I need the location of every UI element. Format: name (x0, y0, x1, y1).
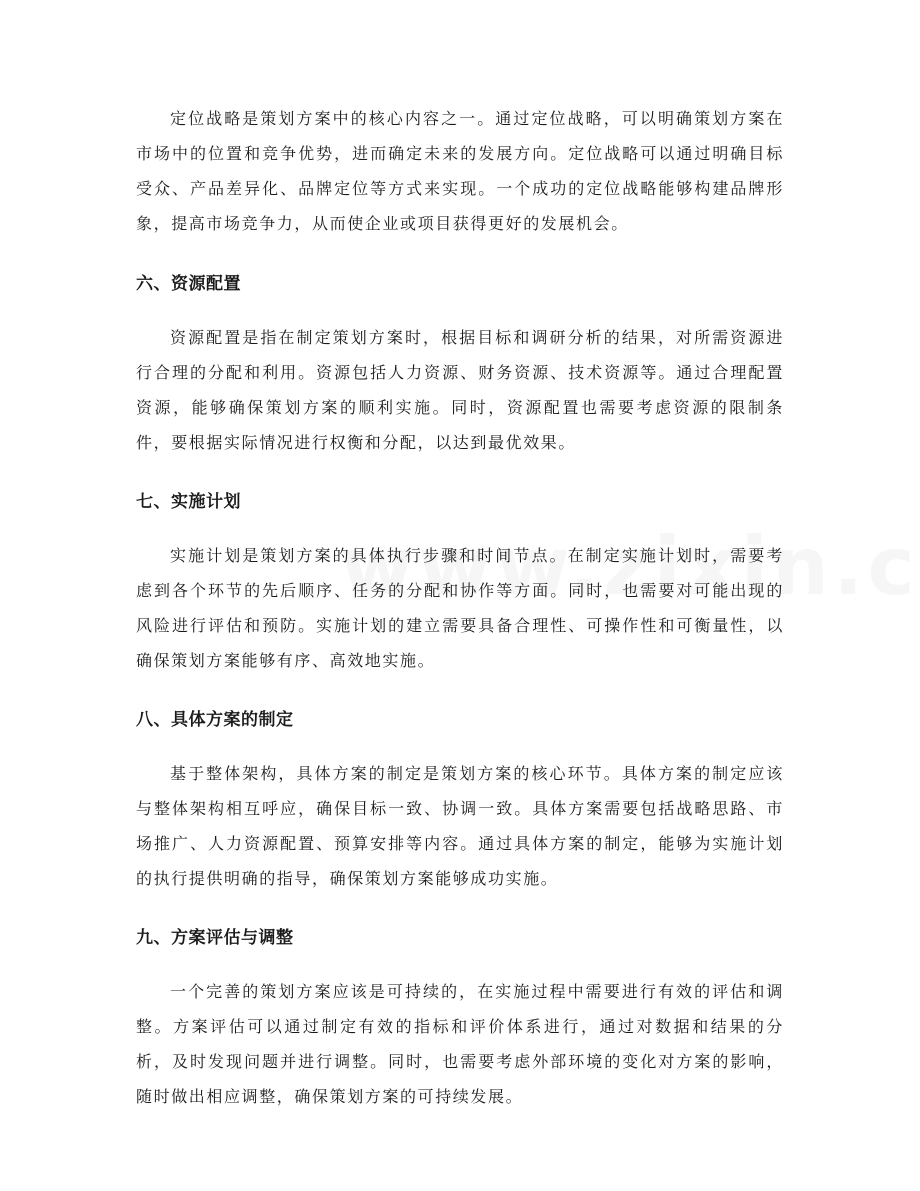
intro-paragraph: 定位战略是策划方案中的核心内容之一。通过定位战略，可以明确策划方案在市场中的位置和竞争优势，进而确定未来的发展方向。定位战略可以通过明确目标受众、产品差异化、品牌定位等方式来实现。一个成功的定位战略能够构建品牌形象，提高市场竞争力，从而使企业或项目获得更好的发展机会。 (136, 109, 784, 233)
section-paragraph-specific-plan: 基于整体架构，具体方案的制定是策划方案的核心环节。具体方案的制定应该与整体架构相互呼应，确保目标一致、协调一致。具体方案需要包括战略思路、市场推广、人力资源配置、预算安排等内容。通过具体方案的制定，能够为实施计划的执行提供明确的指导，确保策划方案能够成功实施。 (136, 764, 784, 888)
section-heading-implementation-plan: 七、实施计划 (136, 492, 241, 512)
document-body (136, 101, 784, 1114)
section-heading-evaluation-adjustment: 九、方案评估与调整 (136, 928, 294, 948)
section-paragraph-evaluation-adjustment: 一个完善的策划方案应该是可持续的，在实施过程中需要进行有效的评估和调整。方案评估可以通过制定有效的指标和评价体系进行，通过对数据和结果的分析，及时发现问题并进行调整。同时，也需要考虑外部环境的变化对方案的影响，随时做出相应调整，确保策划方案的可持续发展。 (136, 982, 784, 1106)
section-paragraph-implementation-plan: 实施计划是策划方案的具体执行步骤和时间节点。在制定实施计划时，需要考虑到各个环节的先后顺序、任务的分配和协作等方面。同时，也需要对可能出现的风险进行评估和预防。实施计划的建立需要具备合理性、可操作性和可衡量性，以确保策划方案能够有序、高效地实施。 (136, 546, 784, 670)
section-heading-specific-plan: 八、具体方案的制定 (136, 710, 294, 730)
section-heading-resource-allocation: 六、资源配置 (136, 274, 241, 294)
section-paragraph-resource-allocation: 资源配置是指在制定策划方案时，根据目标和调研分析的结果，对所需资源进行合理的分配和利用。资源包括人力资源、财务资源、技术资源等。通过合理配置资源，能够确保策划方案的顺利实施。同时，资源配置也需要考虑资源的限制条件，要根据实际情况进行权衡和分配，以达到最优效果。 (136, 328, 784, 452)
